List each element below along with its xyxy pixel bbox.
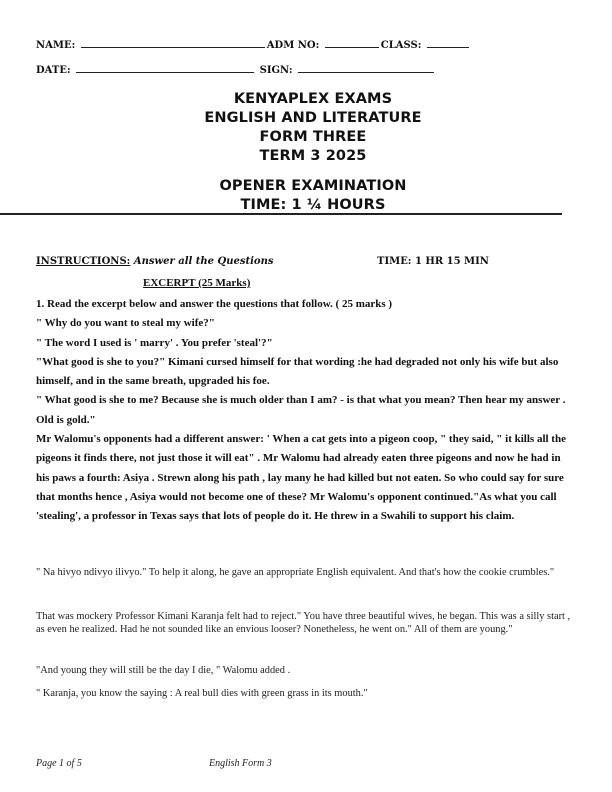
title-line-subject: ENGLISH AND LITERATURE (204, 110, 422, 126)
sign-label: SIGN: (259, 65, 293, 76)
section-heading: EXCERPT (25 Marks) (143, 277, 251, 289)
excerpt-plain-paragraph: That was mockery Professor Kimani Karanja felt had to reject." You have three beautiful wives, he began. This was a silly start , as even he realized. Had he not sounded like an envious looser? Nonetheless, he went on." All of them are young." (36, 611, 571, 635)
excerpt-plain-paragraph: " Na hivyo ndivyo ilivyo." To help it along, he gave an appropriate English equivalent. And that's how the cookie crumbles." (36, 567, 555, 578)
exam-duration: TIME: 1 ¼ HOURS (240, 197, 386, 213)
excerpt-paragraph: " What good is she to me? Because she is much older than I am? - is that what you mean? Then hear my answer . Old is gold." (36, 394, 566, 426)
adm-no-label: ADM NO: (266, 40, 320, 51)
title-line-form: FORM THREE (259, 129, 367, 145)
question-prompt: 1. Read the excerpt below and answer the questions that follow. ( 25 marks ) (36, 298, 393, 310)
adm-no-field[interactable] (325, 38, 379, 48)
instructions-text: Answer all the Questions (130, 256, 274, 267)
exam-subtitle-block (7, 177, 612, 215)
sign-field[interactable] (298, 63, 434, 73)
title-line-school: KENYAPLEX EXAMS (233, 91, 393, 107)
name-field[interactable] (81, 38, 265, 48)
title-line-term: TERM 3 2025 (259, 148, 367, 164)
header-row-name (36, 38, 471, 51)
header-row-date (36, 63, 436, 76)
footer-page-number: Page 1 of 5 (36, 758, 82, 769)
excerpt-bold-block (36, 295, 576, 527)
excerpt-paragraph: "What good is she to you?" Kimani cursed himself for that wording :he had degraded not only his wife but also himself, and in the same breath, upgraded his foe. (36, 355, 559, 388)
class-field[interactable] (427, 38, 469, 48)
name-label: NAME: (36, 40, 76, 51)
instructions-row (36, 256, 576, 267)
exam-type: OPENER EXAMINATION (219, 178, 407, 194)
instructions-time: TIME: 1 HR 15 MIN (377, 256, 489, 267)
excerpt-paragraph: Mr Walomu's opponents had a different answer: ' When a cat gets into a pigeon coop, " they said, " it kills all the pigeons it finds there, not just those it will eat" . Mr Walomu had already eaten three pigeons and now he had in his paws a fourth: Asiya . Strewn along his path , lay many he had killed but not eaten. So who could say for sure that months hence , Asiya would not become one of these? Mr Walomu's opponent continued."As what you call 'stealing', a professor in Texas says that lots of people do it. He threw in a Swahili to support his claim. (36, 433, 566, 523)
date-label: DATE: (36, 65, 71, 76)
footer-subject: English Form 3 (209, 758, 272, 769)
excerpt-plain-paragraph: " Karanja, you know the saying : A real bull dies with green grass in its mouth." (36, 688, 368, 699)
excerpt-paragraph: " Why do you want to steal my wife?" (36, 317, 215, 330)
class-label: CLASS: (380, 40, 422, 51)
exam-title-block (7, 90, 612, 166)
excerpt-plain-paragraph: "And young they will still be the day I die, " Walomu added . (36, 665, 291, 676)
excerpt-paragraph: " The word I used is ' marry' . You prefer 'steal'?" (36, 336, 273, 349)
instructions-label: INSTRUCTIONS: (36, 256, 131, 267)
date-field[interactable] (76, 63, 254, 73)
header-divider (0, 213, 562, 215)
